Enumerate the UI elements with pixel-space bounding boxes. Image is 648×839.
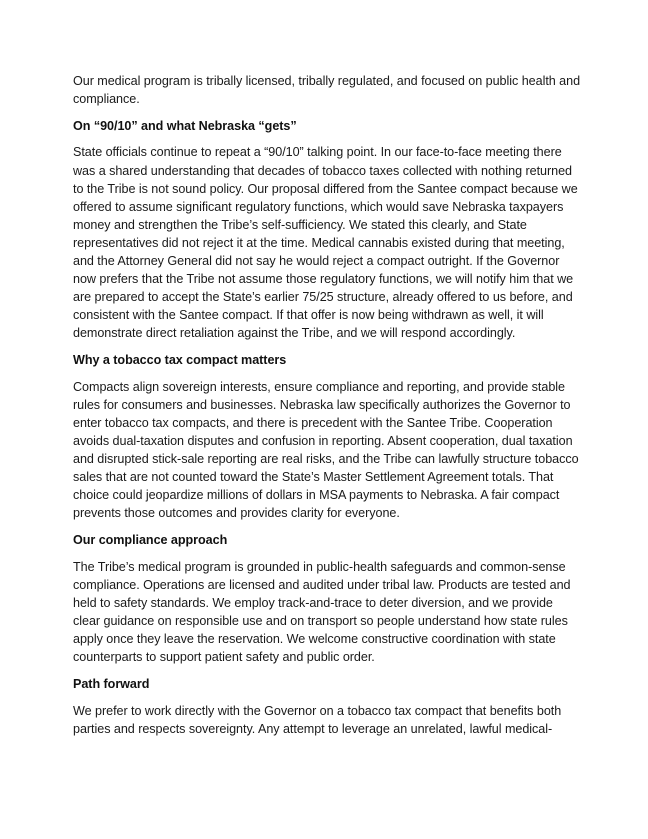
- paragraph-path-forward: We prefer to work directly with the Governor on a tobacco tax compact that benefits both parties and respects sovereignty. Any attempt to leverage an unrelated, lawful medical-: [73, 703, 562, 736]
- paragraph-compliance: The Tribe’s medical program is grounded in public-health safeguards and common-sense compliance. Operations are licensed and audited under tribal law. Products are tested and held to safety standards. We employ track-and-trace to deter diversion, and we provide clear guidance on responsible use and on transport so people understand how state rules apply once they leave the reservation. We welcome constructive coordination with state counterparts to support patient safety and public order.: [73, 559, 571, 665]
- section-heading-path-forward: Path forward: [73, 676, 150, 691]
- intro-paragraph: Our medical program is tribally licensed, tribally regulated, and focused on public health and compliance.: [73, 74, 581, 107]
- paragraph-90-10: State officials continue to repeat a “90/10” talking point. In our face-to-face meeting there was a shared understanding that decades of tobacco taxes collected with nothing returned to the Tribe is not sound policy. Our proposal differed from the Santee compact because we offered to assume significant regulatory functions, which would save Nebraska taxpayers money and strengthen the Tribe’s self-sufficiency. We stated this clearly, and State representatives did not reject it at the time. Medical cannabis existed during that meeting, and the Attorney General did not say he would reject a compact outright. If the Governor now prefers that the Tribe not assume those regulatory functions, we will notify him that we are prepared to accept the State’s earlier 75/25 structure, already offered to us before, and consistent with the Santee compact. If that offer is now being withdrawn as well, it will demonstrate direct retaliation against the Tribe, and we will respond accordingly.: [73, 145, 578, 341]
- section-heading-90-10: On “90/10” and what Nebraska “gets”: [73, 118, 297, 133]
- document-page: [73, 72, 583, 746]
- paragraph-tobacco-compact: Compacts align sovereign interests, ensure compliance and reporting, and provide stable rules for consumers and businesses. Nebraska law specifically authorizes the Governor to enter tobacco tax compacts, and there is precedent with the Santee Tribe. Cooperation avoids dual-taxation disputes and confusion in reporting. Absent cooperation, dual taxation and disrupted stick-sale reporting are real risks, and the Tribe can lawfully structure tobacco sales that are not counted toward the State’s Master Settlement Agreement totals. That choice could jeopardize millions of dollars in MSA payments to Nebraska. A fair compact prevents those outcomes and provides clarity for everyone.: [73, 379, 579, 521]
- section-heading-tobacco-compact: Why a tobacco tax compact matters: [73, 353, 287, 368]
- section-heading-compliance: Our compliance approach: [73, 533, 228, 548]
